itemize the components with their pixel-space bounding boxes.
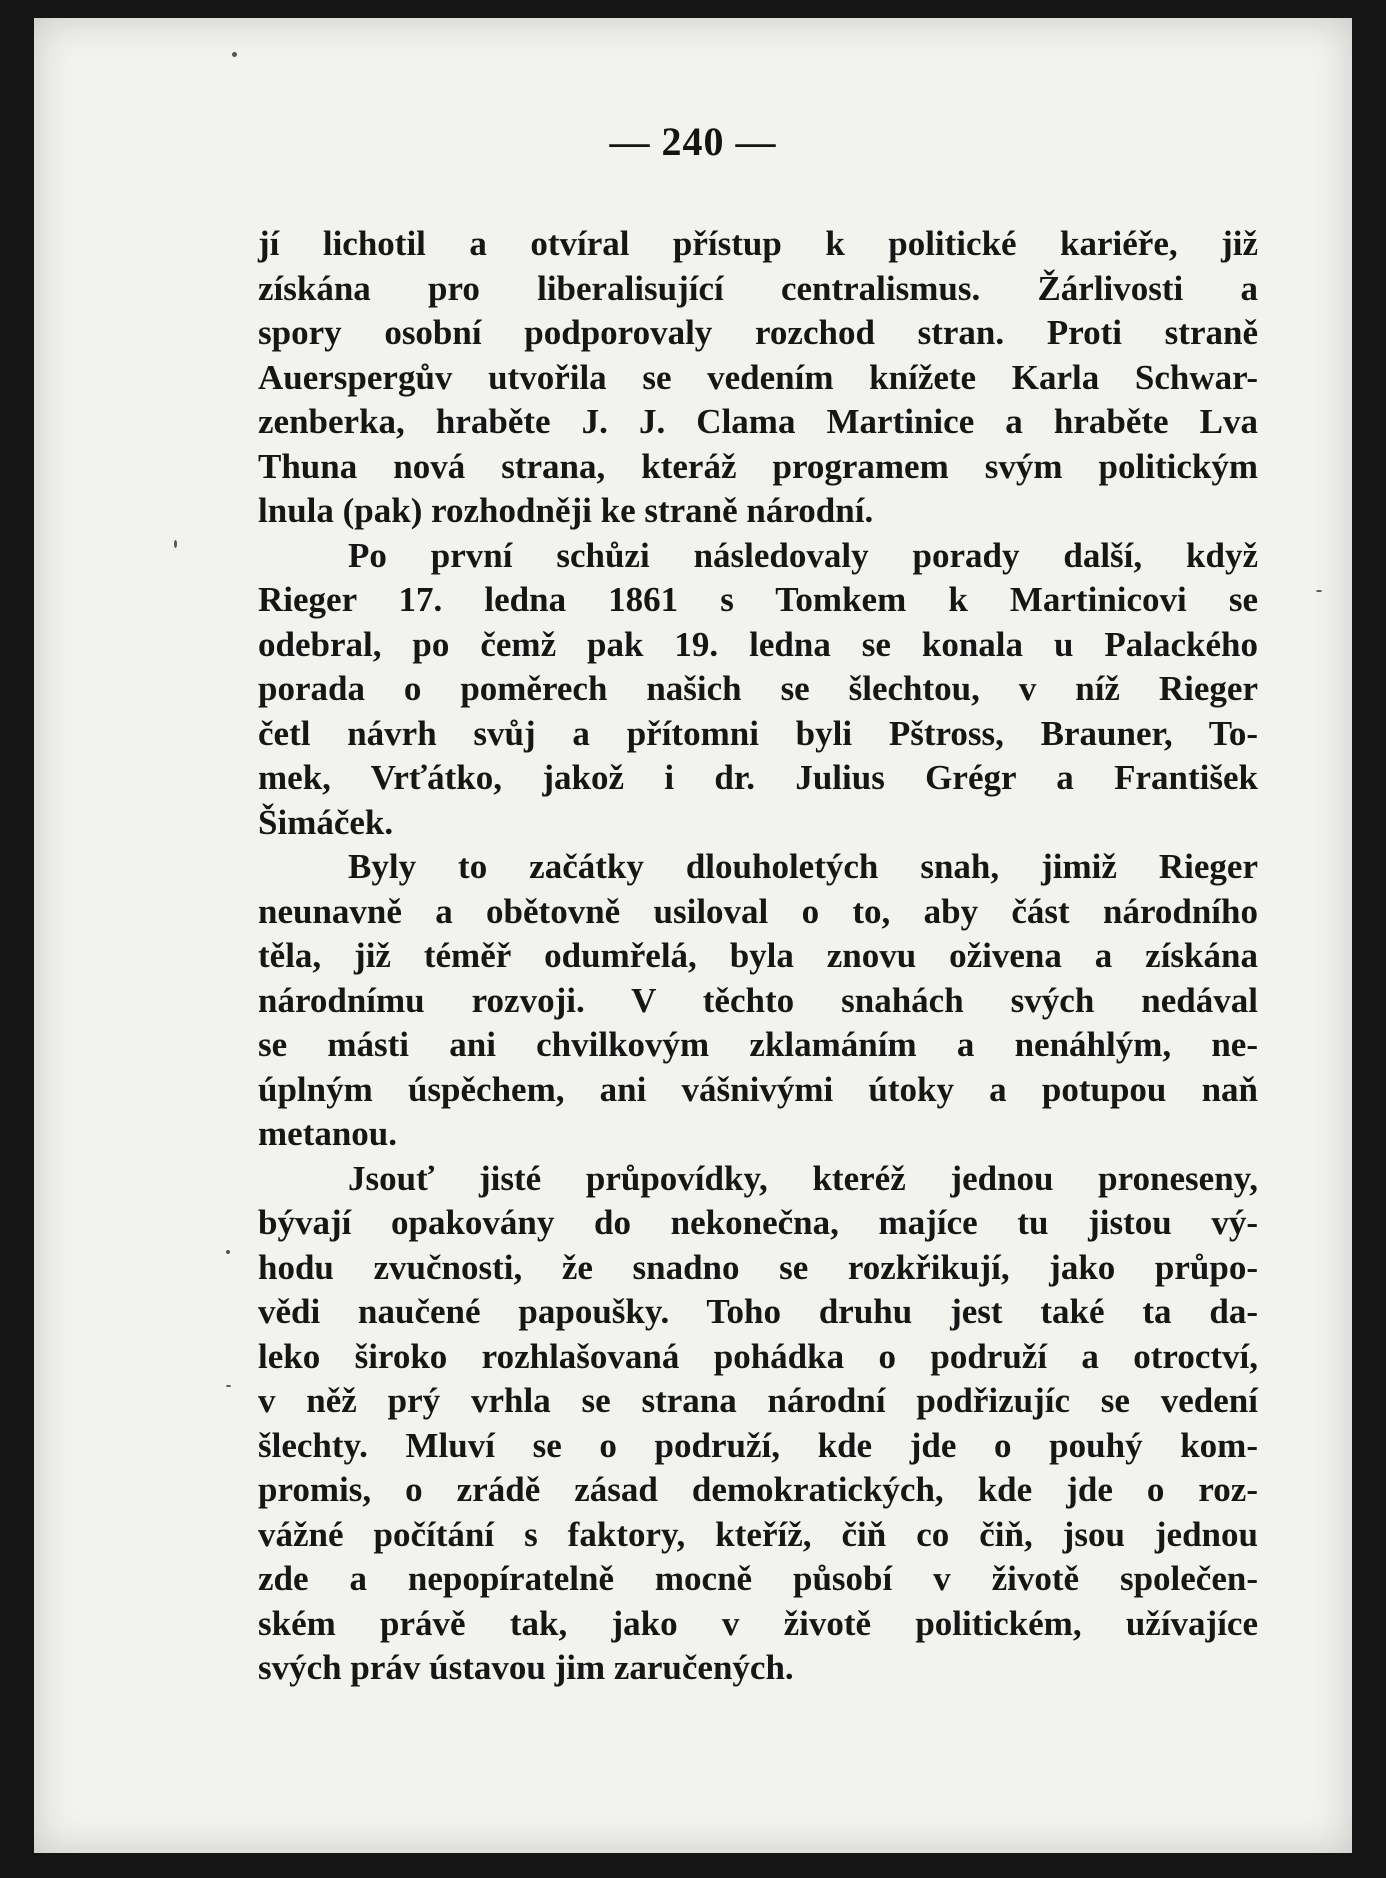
text-line: úplným úspěchem, ani vášnivými útoky a potupou naň xyxy=(258,1069,1258,1109)
text-line: Po první schůzi následovaly porady další, když xyxy=(348,535,1258,575)
text-line: hodu zvučnosti, že snadno se rozkřikují, jako průpo- xyxy=(258,1247,1258,1287)
dust-speck xyxy=(174,540,177,548)
text-line: získána pro liberalisující centralismus. Žárlivosti a xyxy=(258,268,1258,308)
text-line: odebral, po čemž pak 19. ledna se konala u Palackého xyxy=(258,624,1258,664)
text-line: svých práv ústavou jim zaručených. xyxy=(258,1648,794,1687)
text-line: národnímu rozvoji. V těchto snahách svých nedával xyxy=(258,980,1258,1020)
text-line: promis, o zrádě zásad demokratických, kde jde o roz- xyxy=(258,1470,1258,1509)
page-number: — 240 — xyxy=(609,119,777,164)
text-line: Jsouť jisté průpovídky, kteréž jednou proneseny, xyxy=(348,1158,1258,1198)
text-line: těla, již téměř odumřelá, byla znovu oživena a získána xyxy=(258,936,1258,975)
text-line: metanou. xyxy=(258,1114,398,1153)
text-line: Šimáček. xyxy=(258,802,394,842)
text-line: se másti ani chvilkovým zklamáním a nenáhlým, ne- xyxy=(258,1025,1258,1064)
text-line: mek, Vrťátko, jakož i dr. Julius Grégr a František xyxy=(258,758,1258,797)
text-line: bývají opakovány do nekonečna, majíce tu jistou vý- xyxy=(258,1203,1258,1242)
text-line: porada o poměrech našich se šlechtou, v níž Rieger xyxy=(258,669,1258,708)
text-line: vědi naučené papoušky. Toho druhu jest také ta da- xyxy=(258,1292,1258,1331)
text-line: Thuna nová strana, kteráž programem svým politickým xyxy=(258,446,1258,486)
text-line: v něž prý vrhla se strana národní podřizujíc se vedení xyxy=(258,1381,1258,1420)
text-line: zde a nepopíratelně mocně působí v životě společen- xyxy=(258,1559,1258,1598)
text-line: šlechty. Mluví se o podruží, kde jde o pouhý kom- xyxy=(258,1425,1258,1465)
text-line: zenberka, hraběte J. J. Clama Martinice a hraběte Lva xyxy=(258,402,1258,441)
body-text xyxy=(258,222,1258,1691)
dust-speck xyxy=(232,52,237,57)
text-line: vážné počítání s faktory, kteříž, čiň co čiň, jsou jednou xyxy=(258,1514,1258,1554)
dust-speck xyxy=(1316,590,1322,592)
text-line: Auerspergův utvořila se vedením knížete Karla Schwar- xyxy=(258,357,1258,397)
text-line: leko široko rozhlašovaná pohádka o podruží a otroctví, xyxy=(258,1336,1258,1376)
text-line: četl návrh svůj a přítomni byli Pštross, Brauner, To- xyxy=(258,713,1258,753)
text-line: lnula (pak) rozhodněji ke straně národní. xyxy=(258,491,874,530)
dust-speck xyxy=(226,1385,231,1387)
text-line: Byly to začátky dlouholetých snah, jimiž Rieger xyxy=(348,847,1258,886)
text-line: spory osobní podporovaly rozchod stran. Proti straně xyxy=(258,313,1258,352)
text-line: Rieger 17. ledna 1861 s Tomkem k Martinicovi se xyxy=(258,580,1258,619)
text-line: neunavně a obětovně usiloval o to, aby část národního xyxy=(258,891,1258,931)
text-line: ském právě tak, jako v životě politickém, užívajíce xyxy=(258,1603,1258,1643)
text-line: jí lichotil a otvíral přístup k politické kariéře, již xyxy=(258,224,1258,263)
dust-speck xyxy=(226,1250,230,1254)
